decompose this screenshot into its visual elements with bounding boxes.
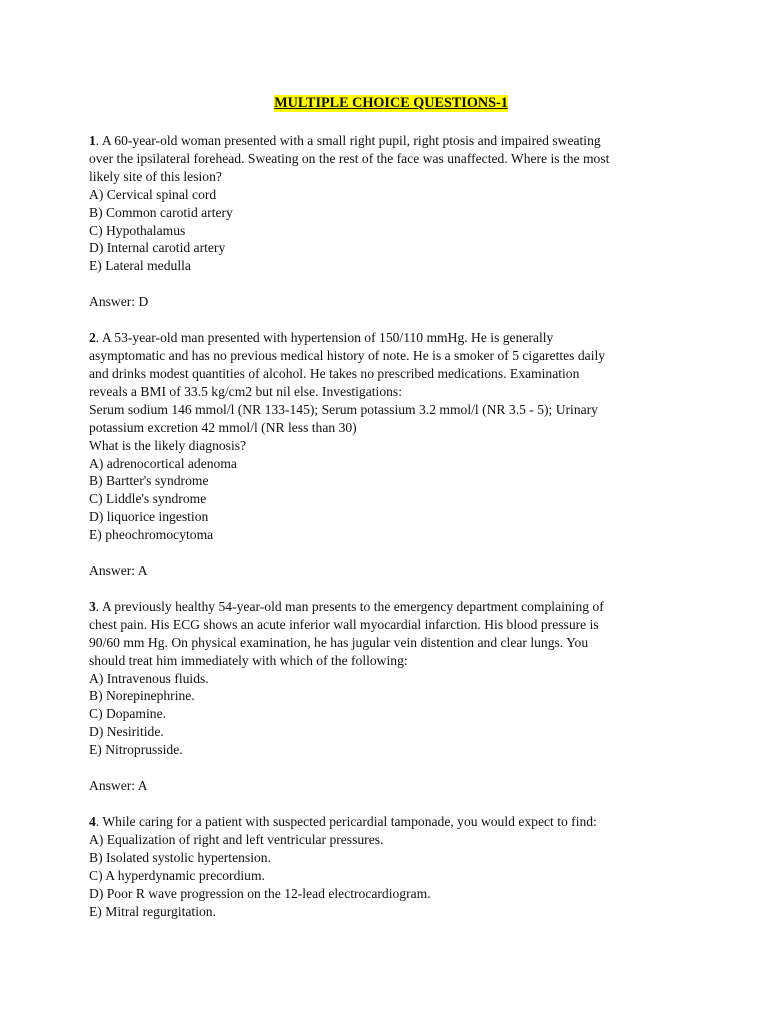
question-2 [89, 329, 689, 580]
option-b: B) Bartter's syndrome [89, 473, 209, 489]
question-stem-line [89, 598, 689, 616]
question-text: . A 53-year-old man presented with hypertension of 150/110 mmHg. He is generally [95, 330, 554, 346]
question-stem-line: chest pain. His ECG shows an acute inferior wall myocardial infarction. His blood pressure is [89, 616, 599, 632]
option-a: A) Cervical spinal cord [89, 186, 217, 202]
option-e: E) pheochromocytoma [89, 527, 214, 543]
option-b: B) Isolated systolic hypertension. [89, 849, 271, 865]
question-stem-line: likely site of this lesion? [89, 168, 222, 184]
option-a: A) adrenocortical adenoma [89, 455, 237, 471]
question-text: . While caring for a patient with suspected pericardial tamponade, you would expect to find: [95, 814, 597, 829]
option-d: D) Internal carotid artery [89, 240, 226, 256]
option-d: D) liquorice ingestion [89, 509, 209, 525]
answer-text: Answer: A [89, 778, 148, 794]
title-container [93, 94, 689, 112]
question-stem-line [89, 132, 689, 150]
option-a: A) Equalization of right and left ventricular pressures. [89, 831, 384, 847]
question-stem-line: What is the likely diagnosis? [89, 437, 247, 453]
option-c: C) A hyperdynamic precordium. [89, 867, 265, 883]
question-number: 3 [89, 598, 96, 614]
option-c: C) Dopamine. [89, 706, 167, 722]
question-number: 4 [89, 814, 96, 829]
option-c: C) Liddle's syndrome [89, 491, 207, 507]
question-stem-line: over the ipsilateral forehead. Sweating on the rest of the face was unaffected. Where is the most [89, 150, 610, 166]
question-stem-line [89, 329, 689, 347]
option-c: C) Hypothalamus [89, 222, 186, 238]
question-stem-line: should treat him immediately with which of the following: [89, 652, 408, 668]
option-d: D) Nesiritide. [89, 724, 164, 740]
question-1 [89, 132, 689, 311]
question-text: . A previously healthy 54-year-old man presents to the emergency department complaining of [95, 598, 604, 614]
option-b: B) Norepinephrine. [89, 688, 195, 704]
question-text: . A 60-year-old woman presented with a small right pupil, right ptosis and impaired sweating [95, 133, 601, 148]
option-e: E) Nitroprusside. [89, 742, 183, 758]
question-4 [89, 813, 689, 920]
question-stem-line: reveals a BMI of 33.5 kg/cm2 but nil else. Investigations: [89, 383, 402, 399]
option-e: E) Lateral medulla [89, 258, 191, 274]
question-stem-line: and drinks modest quantities of alcohol. He takes no prescribed medications. Examination [89, 365, 580, 381]
option-d: D) Poor R wave progression on the 12-lead electrocardiogram. [89, 885, 431, 901]
question-stem-line [89, 813, 689, 831]
document-page [89, 94, 689, 920]
document-title: MULTIPLE CHOICE QUESTIONS-1 [274, 95, 508, 111]
question-stem-line: Serum sodium 146 mmol/l (NR 133-145); Serum potassium 3.2 mmol/l (NR 3.5 - 5); Urinary [89, 401, 598, 417]
option-b: B) Common carotid artery [89, 204, 233, 220]
option-a: A) Intravenous fluids. [89, 670, 209, 686]
question-stem-line: potassium excretion 42 mmol/l (NR less than 30) [89, 419, 357, 435]
question-stem-line: 90/60 mm Hg. On physical examination, he has jugular vein distention and clear lungs. You [89, 634, 589, 650]
question-number: 2 [89, 330, 96, 346]
question-number: 1 [89, 133, 96, 148]
answer-text: Answer: D [89, 294, 149, 310]
answer-text: Answer: A [89, 563, 148, 579]
question-stem-line: asymptomatic and has no previous medical history of note. He is a smoker of 5 cigarettes daily [89, 348, 606, 364]
question-3 [89, 598, 689, 795]
option-e: E) Mitral regurgitation. [89, 903, 216, 919]
